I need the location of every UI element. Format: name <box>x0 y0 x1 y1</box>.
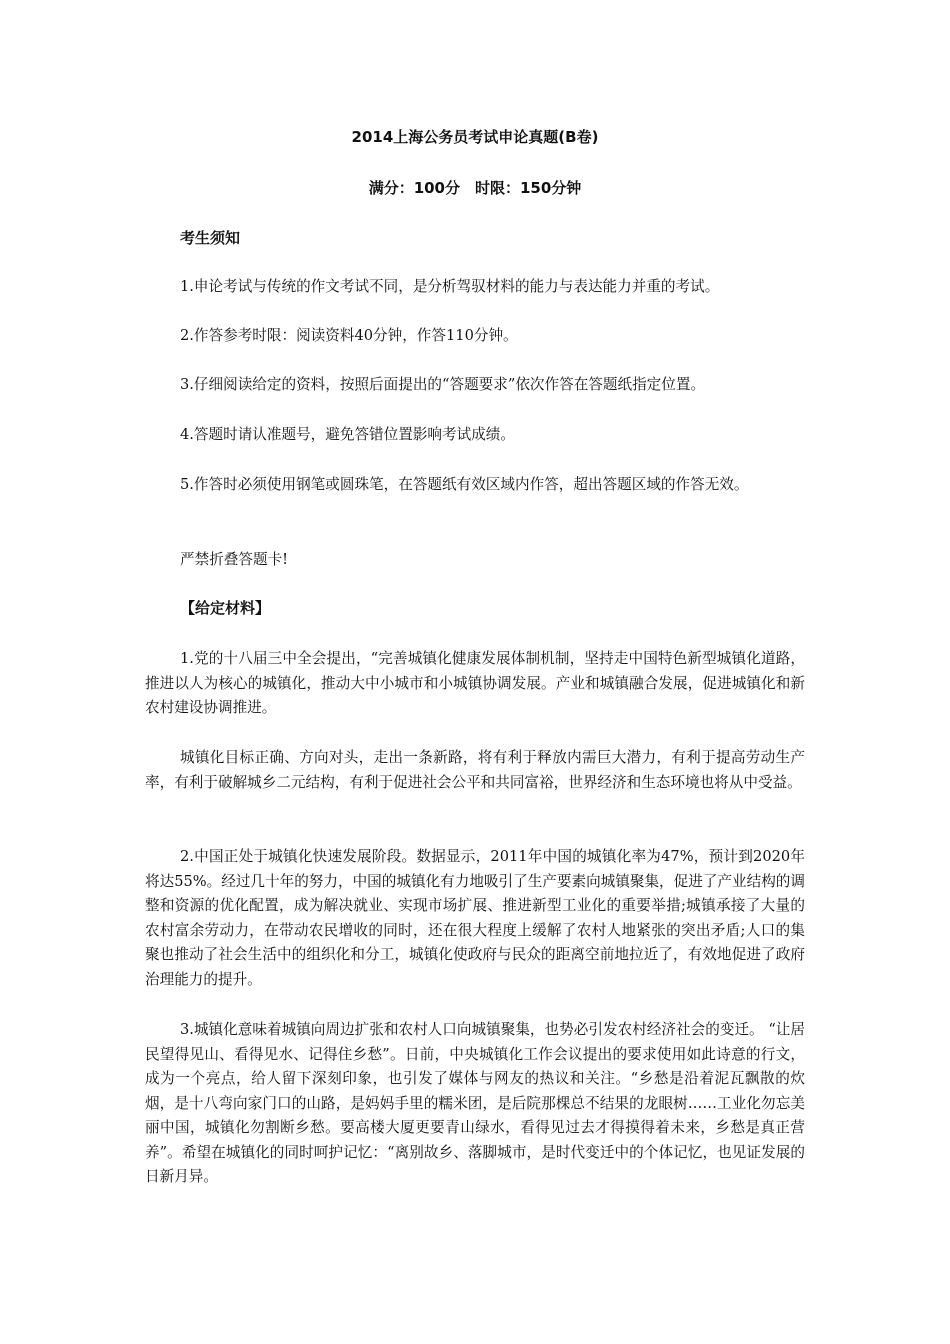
material-paragraph-3: 2.中国正处于城镇化快速发展阶段。数据显示，2011年中国的城镇化率为47%，预计到2020年将达55%。经过几十年的努力，中国的城镇化有力地吸引了生产要素向城镇聚集，促进了产业结构的调整和资源的优化配置，成为解决就业、实现市场扩展、推进新型工业化的重要举措;城镇承接了大量的农村富余劳动力，在带动农民增收的同时，还在很大程度上缓解了农村人地紧张的突出矛盾;人口的集聚也推动了社会生活中的组织化和分工，城镇化使政府与民众的距离空前地拉近了，有效地促进了政府治理能力的提升。 <box>145 848 805 988</box>
notice-item-3: 3.仔细阅读给定的资料，按照后面提出的“答题要求”依次作答在答题纸指定位置。 <box>180 376 706 393</box>
notice-warning: 严禁折叠答题卡! <box>180 551 289 568</box>
notice-item-4: 4.答题时请认准题号，避免答错位置影响考试成绩。 <box>180 426 515 443</box>
notice-item-5: 5.作答时必须使用钢笔或圆珠笔，在答题纸有效区域内作答，超出答题区域的作答无效。 <box>180 476 749 493</box>
materials-heading: 【给定材料】 <box>180 599 271 617</box>
material-paragraph-4: 3.城镇化意味着城镇向周边扩张和农村人口向城镇聚集，也势必引发农村经济社会的变迁。 “让居民望得见山、看得见水、记得住乡愁”。日前，中央城镇化工作会议提出的要求使用如此诗意的行文，成为一个亮点，给人留下深刻印象，也引发了媒体与网友的热议和关注。“乡愁是沿着泥瓦飘散的炊烟，是十八弯向家门口的山路，是妈妈手里的糯米团，是后院那棵总不结果的龙眼树……工业化勿忘美丽中国，城镇化勿割断乡愁。要高楼大厦更要青山绿水，看得见过去才得摸得着未来，乡愁是真正营养”。希望在城镇化的同时呵护记忆：“离别故乡、落脚城市，是时代变迁中的个体记忆，也见证发展的日新月异。 <box>145 1021 805 1185</box>
document-title: 2014上海公务员考试申论真题(B卷) <box>351 128 599 146</box>
material-paragraph-1: 1.党的十八届三中全会提出，“完善城镇化健康发展体制机制，坚持走中国特色新型城镇化道路，推进以人为核心的城镇化，推动大中小城市和小城镇协调发展。产业和城镇融合发展，促进城镇化和新农村建设协调推进。 <box>145 650 805 716</box>
document-subtitle: 满分：100分 时限：150分钟 <box>368 179 582 197</box>
notice-item-1: 1.申论考试与传统的作文考试不同，是分析驾驭材料的能力与表达能力并重的考试。 <box>180 278 720 295</box>
notice-heading: 考生须知 <box>180 229 241 247</box>
notice-item-2: 2.作答参考时限：阅读资料40分钟，作答110分钟。 <box>180 327 518 344</box>
material-paragraph-2: 城镇化目标正确、方向对头，走出一条新路，将有利于释放内需巨大潜力，有利于提高劳动生产率，有利于破解城乡二元结构，有利于促进社会公平和共同富裕，世界经济和生态环境也将从中受益。 <box>145 749 805 791</box>
